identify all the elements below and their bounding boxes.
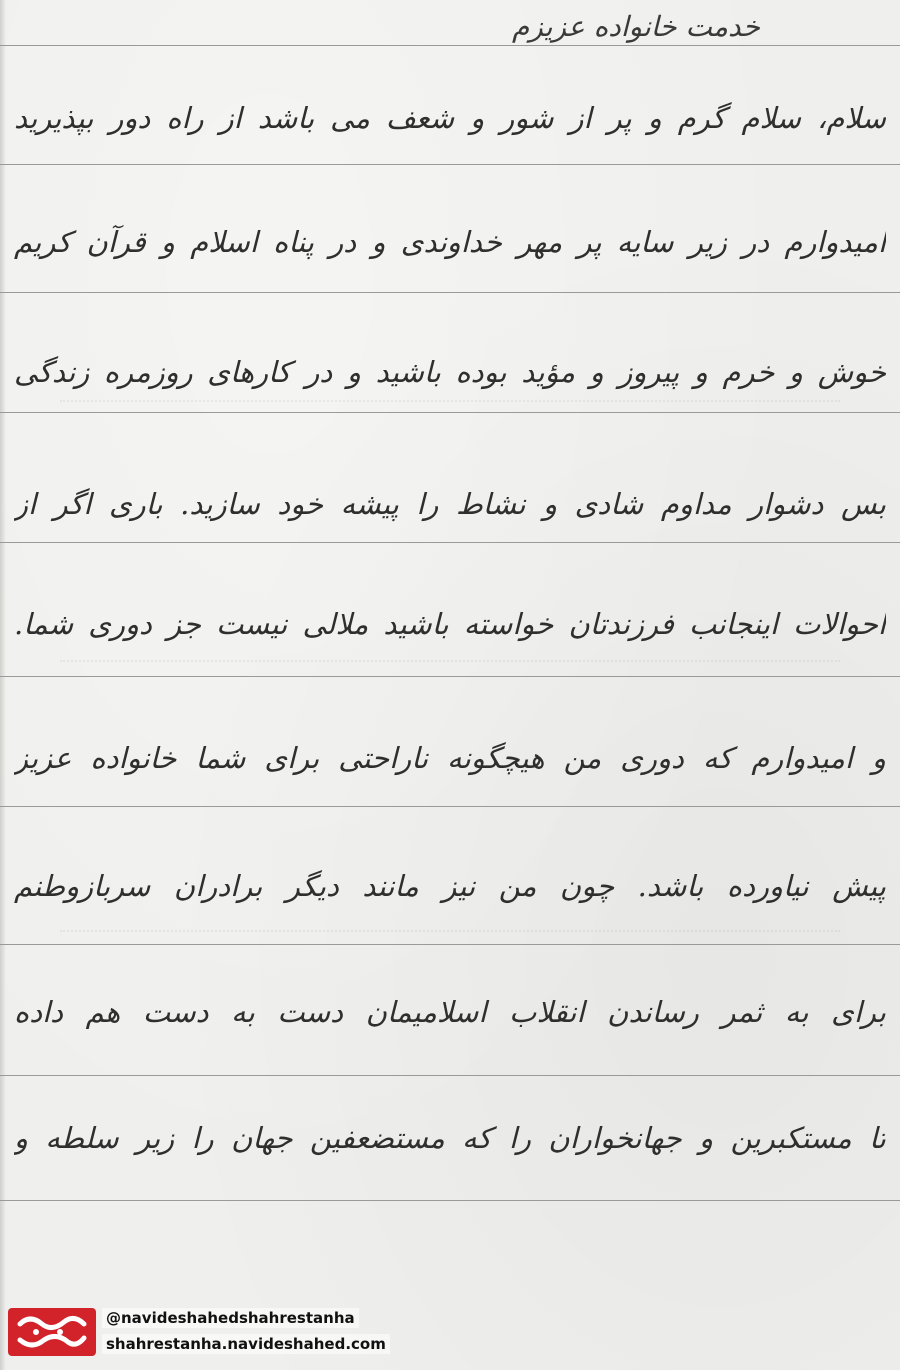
letter-line: احوالات اینجانب فرزندتان خواسته باشید ملالی نیست جز دوری شما. <box>14 607 886 641</box>
ruled-line <box>0 806 900 807</box>
letter-line: تا مستکبرین و جهانخواران را که مستضعفین جهان را زیر سلطه و <box>14 1121 886 1155</box>
page-left-edge <box>0 0 6 1370</box>
letter-line: برای به ثمر رساندن انقلاب اسلامیمان دست به دست هم داده <box>14 995 886 1029</box>
bleed-through-mark <box>60 930 840 962</box>
letter-line: امیدوارم در زیر سایه پر مهر خداوندی و در پناه اسلام و قرآن کریم <box>14 225 886 259</box>
ruled-line <box>0 164 900 165</box>
letter-line: سلام، سلام گرم و پر از شور و شعف می باشد از راه دور بپذیرید <box>14 101 886 135</box>
ruled-line <box>0 292 900 293</box>
bleed-through-mark <box>60 400 840 432</box>
watermark-handle[interactable]: @navideshahedshahrestanha <box>102 1308 359 1328</box>
watermark <box>6 1304 398 1360</box>
bleed-through-mark <box>60 660 840 692</box>
ruled-line <box>0 1200 900 1201</box>
letter-line: خوش و خرم و پیروز و مؤید بوده باشید و در کارهای روزمره زندگی <box>14 355 886 389</box>
ruled-line <box>0 542 900 543</box>
letter-line: پیش نیاورده باشد. چون من نیز مانند دیگر برادران سربازوطنم <box>14 869 886 903</box>
watermark-site[interactable]: shahrestanha.navideshahed.com <box>102 1334 390 1354</box>
navideshahed-logo <box>6 1304 98 1360</box>
ruled-line <box>0 1075 900 1076</box>
letter-line: بس دشوار مداوم شادی و نشاط را پیشه خود سازید. باری اگر از <box>14 487 886 521</box>
letter-title: خدمت خانواده عزیزم <box>511 10 760 43</box>
letter-line: و امیدوارم که دوری من هیچگونه ناراحتی برای شما خانواده عزیز <box>14 741 886 775</box>
